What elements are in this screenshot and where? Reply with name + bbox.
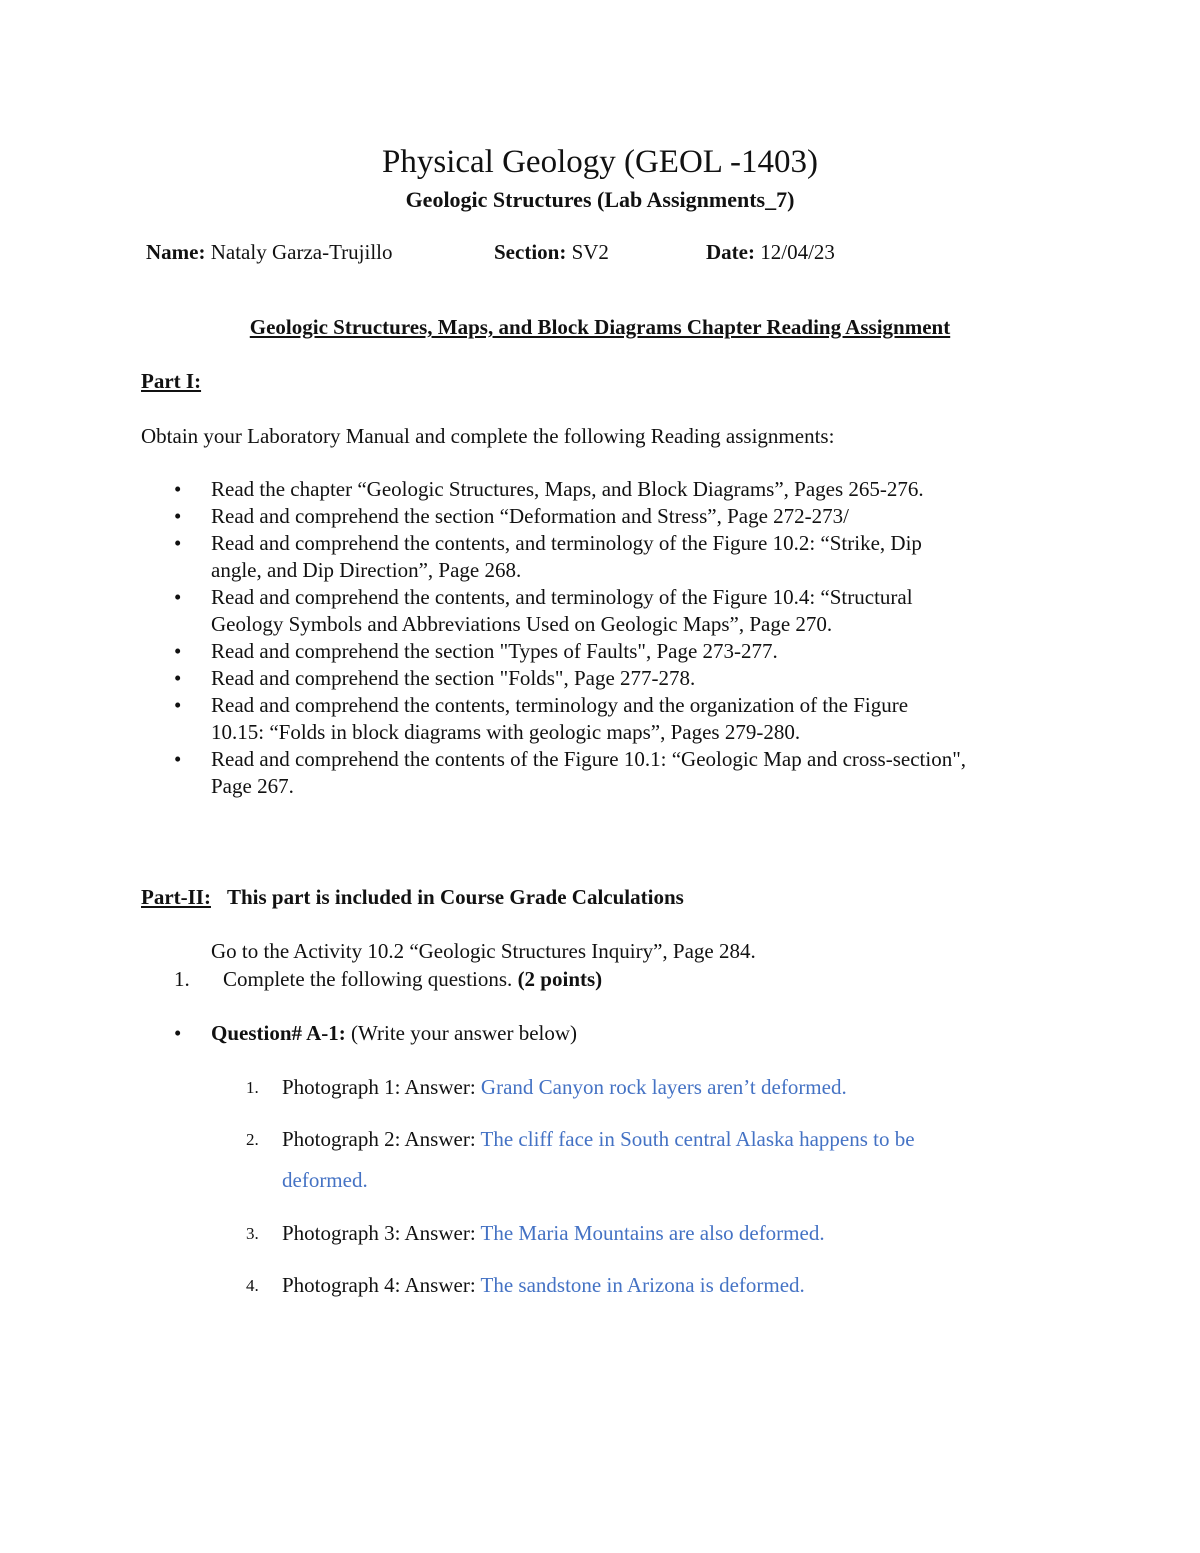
- answer-label: Photograph 4: Answer:: [282, 1273, 476, 1297]
- name-value: Nataly Garza-Trujillo: [210, 240, 393, 264]
- list-item: [141, 692, 1071, 719]
- answer-text: The sandstone in Arizona is deformed.: [480, 1273, 805, 1297]
- part2-heading: [141, 883, 684, 911]
- date-value: 12/04/23: [760, 240, 835, 264]
- list-item-text: Read and comprehend the section “Deformation and Stress”, Page 272-273/: [211, 504, 849, 528]
- list-item: [141, 638, 1071, 665]
- answer-item: [282, 1125, 915, 1153]
- list-item: [141, 746, 1071, 773]
- answer-text: The Maria Mountains are also deformed.: [480, 1221, 825, 1245]
- list-item-text: Read and comprehend the contents of the Figure 10.1: “Geologic Map and cross-section",: [211, 747, 967, 771]
- part1-intro: Obtain your Laboratory Manual and complete the following Reading assignments:: [141, 424, 835, 448]
- date-field: [706, 238, 835, 266]
- list-item: [141, 476, 1071, 503]
- list-item-text: Read and comprehend the contents, and terminology of the Figure 10.2: “Strike, Dip: [211, 531, 922, 555]
- name-field: [146, 238, 393, 266]
- bullet-icon: •: [174, 639, 182, 663]
- question-text: (Write your answer below): [351, 1021, 578, 1045]
- bullet-icon: •: [174, 585, 182, 609]
- bullet-icon: •: [174, 531, 182, 555]
- answer-text: Grand Canyon rock layers aren’t deformed.: [480, 1075, 847, 1099]
- part2-label: Part-II:: [141, 885, 211, 909]
- section-field: [494, 238, 609, 266]
- step-number: 1.: [174, 967, 190, 991]
- answer-label: Photograph 3: Answer:: [282, 1221, 476, 1245]
- bullet-icon: •: [174, 666, 182, 690]
- bullet-icon: •: [174, 693, 182, 717]
- list-item: [141, 503, 1071, 530]
- bullet-icon: •: [174, 504, 182, 528]
- list-item-text: angle, and Dip Direction”, Page 268.: [211, 558, 522, 582]
- reading-list: [141, 476, 1071, 800]
- question-a1: [211, 1019, 577, 1047]
- bullet-icon: •: [174, 747, 182, 771]
- activity-instruction: Go to the Activity 10.2 “Geologic Structures Inquiry”, Page 284.: [211, 939, 756, 963]
- bullet-icon: •: [174, 1021, 182, 1045]
- answer-number: 4.: [246, 1276, 259, 1295]
- part2-title: This part is included in Course Grade Calculations: [226, 885, 684, 909]
- list-item-text: Read and comprehend the contents, terminology and the organization of the Figure: [211, 693, 909, 717]
- name-label: Name:: [146, 240, 206, 264]
- list-item-text: Page 267.: [211, 774, 294, 798]
- date-label: Date:: [706, 240, 755, 264]
- list-item-continuation: [141, 557, 1071, 584]
- answer-label: Photograph 2: Answer:: [282, 1127, 476, 1151]
- answer-item: [282, 1219, 825, 1247]
- list-item-continuation: [141, 611, 1071, 638]
- step-text: [223, 965, 602, 993]
- answer-number: 1.: [246, 1078, 259, 1097]
- list-item: [141, 530, 1071, 557]
- list-item-continuation: [141, 719, 1071, 746]
- answer-text-continuation: deformed.: [282, 1168, 368, 1192]
- list-item-text: 10.15: “Folds in block diagrams with geologic maps”, Pages 279-280.: [211, 720, 801, 744]
- answer-text: The cliff face in South central Alaska happens to be: [480, 1127, 915, 1151]
- list-item-text: Read and comprehend the section "Types of Faults", Page 273-277.: [211, 639, 778, 663]
- question-label: Question# A-1:: [211, 1021, 346, 1045]
- list-item-text: Read and comprehend the section "Folds", Page 277-278.: [211, 666, 696, 690]
- answer-label: Photograph 1: Answer:: [282, 1075, 476, 1099]
- list-item-text: Read and comprehend the contents, and terminology of the Figure 10.4: “Structural: [211, 585, 913, 609]
- points-text: (2 points): [517, 967, 603, 991]
- answer-item: [282, 1073, 847, 1101]
- section-label: Section:: [494, 240, 567, 264]
- document-title: Physical Geology (GEOL -1403): [382, 144, 818, 180]
- list-item: [141, 584, 1071, 611]
- bullet-icon: •: [174, 477, 182, 501]
- document-subtitle: Geologic Structures (Lab Assignments_7): [405, 187, 795, 212]
- complete-text: Complete the following questions.: [223, 967, 513, 991]
- part1-label: Part I:: [141, 369, 202, 393]
- answer-number: 3.: [246, 1224, 259, 1243]
- answer-number: 2.: [246, 1130, 259, 1149]
- list-item-continuation: [141, 773, 1071, 800]
- list-item-text: Geology Symbols and Abbreviations Used on Geologic Maps”, Page 270.: [211, 612, 833, 636]
- answer-item: [282, 1271, 805, 1299]
- list-item: [141, 665, 1071, 692]
- list-item-text: Read the chapter “Geologic Structures, Maps, and Block Diagrams”, Pages 265-276.: [211, 477, 924, 501]
- section-value: SV2: [571, 240, 609, 264]
- assignment-heading: Geologic Structures, Maps, and Block Diagrams Chapter Reading Assignment: [249, 315, 951, 339]
